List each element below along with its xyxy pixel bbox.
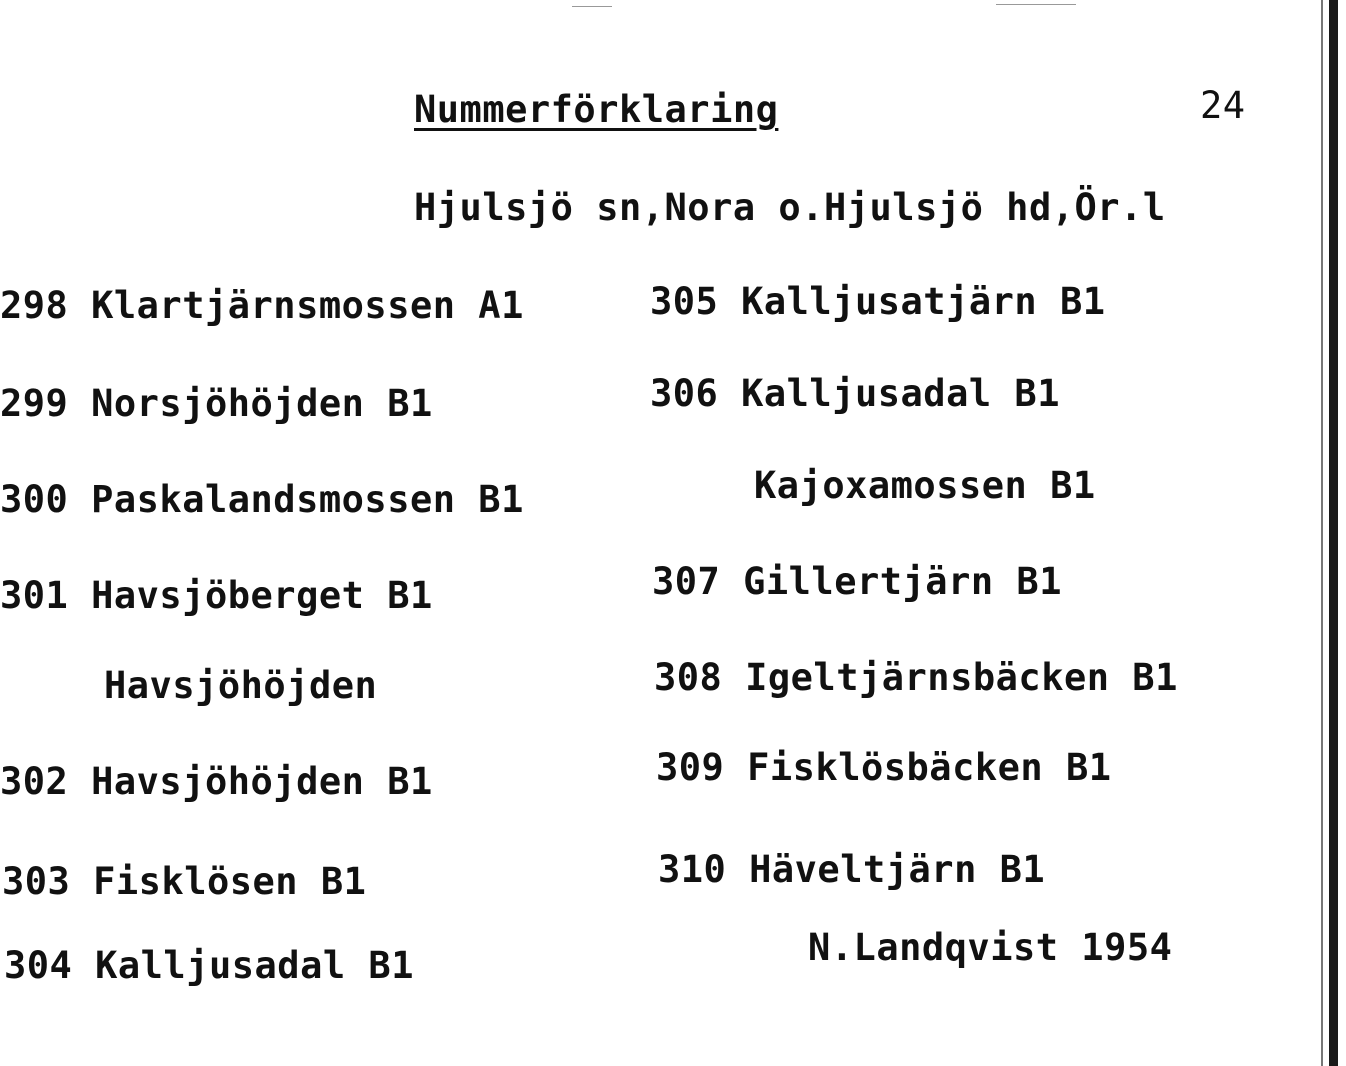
entry-305: 305 Kalljusatjärn B1 bbox=[650, 280, 1106, 323]
entry-300: 300 Paskalandsmossen B1 bbox=[0, 478, 524, 521]
entry-302: 302 Havsjöhöjden B1 bbox=[0, 760, 433, 803]
scan-speck bbox=[996, 4, 1076, 5]
document-subtitle: Hjulsjö sn,Nora o.Hjulsjö hd,Ör.l bbox=[414, 186, 1166, 229]
entry-306-continuation: Kajoxamossen B1 bbox=[754, 464, 1096, 507]
entry-307: 307 Gillertjärn B1 bbox=[652, 560, 1062, 603]
entry-301-continuation: Havsjöhöjden bbox=[104, 664, 378, 707]
entry-309: 309 Fisklösbäcken B1 bbox=[656, 746, 1112, 789]
entry-299: 299 Norsjöhöjden B1 bbox=[0, 382, 433, 425]
entry-298: 298 Klartjärnsmossen A1 bbox=[0, 284, 524, 327]
page-title: Nummerförklaring bbox=[414, 88, 779, 131]
entry-308: 308 Igeltjärnsbäcken B1 bbox=[654, 656, 1178, 699]
entry-301: 301 Havsjöberget B1 bbox=[0, 574, 433, 617]
scan-edge-line bbox=[1321, 0, 1323, 1066]
scan-speck bbox=[572, 6, 612, 7]
entry-306: 306 Kalljusadal B1 bbox=[650, 372, 1060, 415]
entry-310: 310 Häveltjärn B1 bbox=[658, 848, 1046, 891]
signature: N.Landqvist 1954 bbox=[808, 926, 1173, 969]
entry-303: 303 Fisklösen B1 bbox=[2, 860, 367, 903]
scan-edge-shadow bbox=[1329, 0, 1338, 1066]
entry-304: 304 Kalljusadal B1 bbox=[4, 944, 414, 987]
page-number: 24 bbox=[1200, 84, 1246, 127]
